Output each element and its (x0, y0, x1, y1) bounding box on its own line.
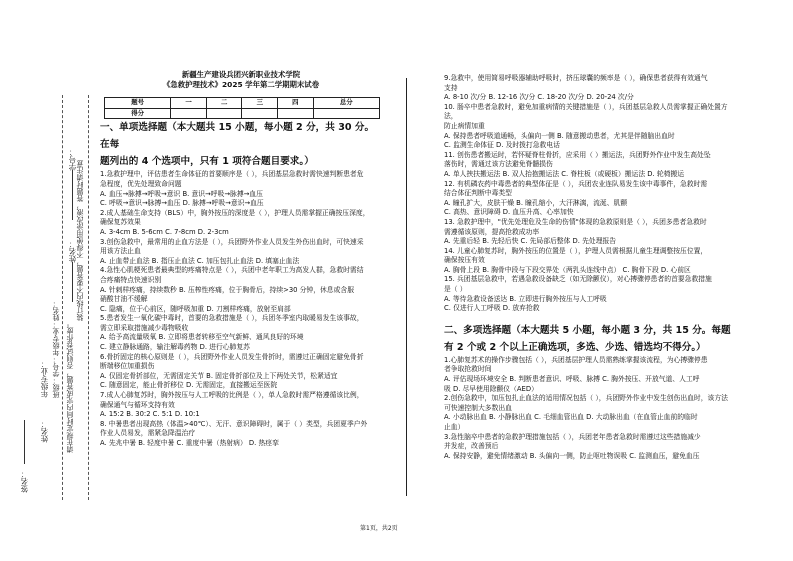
right-column (444, 74, 740, 461)
question-line: C. 建立静脉通路，输注解毒药物 D. 进行心肺复苏 (100, 343, 250, 352)
question-line: 3.创伤急救中，最常用的止血方法是（ ），兵团野外作业人员发生外伤出血时，可快速采 (100, 237, 364, 246)
question-line: C. 高热、意识障碍 D. 血压升高、心率加快 (444, 208, 574, 217)
class-info-line: 班级：学号：年级专业：姓名： (52, 300, 60, 398)
question-line: A. 仅固定骨折部位，无需固定关节 B. 固定骨折部位及上下两处关节，松紧适宜 (100, 371, 338, 380)
score-cell-2: 二 (206, 98, 242, 109)
question-line: 确保按压有效 (444, 256, 485, 265)
question-line: 15. 兵团基层急救中，若遇急救设备缺乏（如无除颤仪），对心搏骤停患者的首要急救措施 (444, 275, 712, 284)
question-line: 并发症，改善预后 (444, 442, 499, 451)
signature-line (24, 420, 25, 464)
question-line: 10. 肠卒中患者急救时，避免加重病情的关键措施是（ ），兵团基层急救人员需掌握正确处置方法， (444, 102, 728, 121)
question-line: 9.急救中，使用简易呼吸器辅助呼吸时，挤压球囊的频率是（ ），确保患者获得有效通气 (444, 74, 708, 82)
binding-dash-line-inner (88, 95, 89, 500)
score-blank[interactable] (313, 108, 379, 119)
name-line (72, 262, 73, 302)
binding-warning-2: 请在规定时间内完成答题，否则试卷作废。 (66, 320, 74, 453)
question-line: A. 瞳孔扩大，皮肤干燥 B. 瞳孔缩小，大汗淋漓，流涎、肌颤 (444, 198, 628, 207)
question-line: 结合体征判断中毒类型 (444, 189, 512, 198)
question-line: C. 呼吸→意识→脉搏→血压 D. 脉搏→呼吸→意识→血压 (100, 199, 264, 208)
student-id-label: 学号： (68, 148, 77, 171)
question-line: 急程度，优先处理致命问题 (100, 179, 182, 188)
question-line: 确保复苏效果 (100, 218, 141, 227)
question-line: 需立即采取措施减少毒物吸收 (100, 323, 189, 332)
score-cell-1: 一 (171, 98, 207, 109)
score-cell-total: 总分 (313, 98, 379, 109)
question-line: 1.心肺复苏术的操作步骤包括（ ），兵团基层护理人员需熟练掌握该流程，为心搏骤停患 (444, 355, 708, 364)
question-line: 作业人员易发，需紧急降温治疗 (100, 429, 196, 438)
question-line: C. 随意固定，能止骨折移位 D. 无需固定，直接搬运至医院 (100, 381, 278, 390)
question-line: A. 先兆中暑 B. 轻度中暑 C. 重度中暑（热射病） D. 热痉挛 (100, 439, 279, 447)
right-question-list-2 (444, 356, 740, 462)
question-line: 防止病情加重 (444, 121, 485, 130)
score-blank[interactable] (206, 108, 242, 119)
question-line: 7.成人心肺复苏时，胸外按压与人工呼吸的比例是（ ），单人急救时需严格遵循该比例， (100, 391, 364, 400)
question-line: 吸 D. 尽早使用除颤仪（AED） (444, 384, 538, 393)
section1-heading: 一、单项选择题（本大题共 15 小题，每小题 2 分，共 30 分。在每 (100, 122, 375, 151)
left-column (100, 70, 382, 449)
question-line: 是（ ） (444, 285, 467, 294)
question-line: 支持 (444, 83, 458, 92)
question-line: C. 监测生命体征 D. 及时拨打急救电话 (444, 141, 560, 150)
grade-major-label: 年级专业： (40, 360, 49, 398)
question-line: C. 隐痛，位于心前区，随呼吸加重 D. 刀割样疼痛，放射至肩部 (100, 304, 291, 313)
question-line: A. 3-4cm B. 5-6cm C. 7-8cm D. 2-3cm (100, 227, 229, 236)
question-line: A. 胸骨上段 B. 胸骨中段与下段交界处（两乳头连线中点） C. 胸骨下段 D. 心前区 (444, 265, 691, 274)
score-cell-label: 题号 (105, 98, 171, 109)
question-line: 止血） (444, 423, 465, 431)
question-line: A. 小动脉出血 B. 小静脉出血 C. 毛细血管出血 D. 大动脉出血（在血管止血前的临时 (444, 413, 698, 422)
question-line: 确保通气与循环支持有效 (100, 400, 175, 409)
question-line: A. 先重后轻 B. 先轻后快 C. 先局部后整体 D. 先处理报告 (444, 237, 617, 246)
name2-label: 姓名： (40, 420, 49, 443)
score-blank[interactable] (242, 108, 278, 119)
question-line: 8. 中暑患者出现高热（体温>40℃）、无汗、意识障碍时，属于（ ）类型，兵团夏季户外 (100, 419, 368, 428)
name-label: 姓名： (68, 240, 77, 263)
score-table (104, 97, 380, 119)
question-line: 2.创伤急救中，加压包扎止血法的适用情况包括（ ），兵团野外作业中发生创伤出血时，该方法 (444, 394, 728, 403)
question-line: A. 血压→脉搏→呼吸→意识 B. 意识→呼吸→脉搏→血压 (100, 189, 263, 198)
question-line: C. 仅进行人工呼吸 D. 放弃抢救 (444, 304, 540, 313)
question-line: A. 8-10 次/分 B. 12-16 次/分 C. 18-20 次/分 D. 20-24 次/分 (444, 93, 634, 102)
question-line: A. 针刺样疼痛，持续数秒 B. 压榨性疼痛，位于胸骨后，持续>30 分钟，休息或含服 (100, 285, 354, 294)
score-blank[interactable] (171, 108, 207, 119)
section1-heading-cont: 题列出的 4 个选项中，只有 1 项符合题目要求。） (100, 156, 314, 168)
section2-heading: 二、多项选择题（本大题共 5 小题，每小题 3 分，共 15 分。每题 (444, 324, 731, 336)
score-blank[interactable] (278, 108, 314, 119)
score-table-row-header (105, 98, 380, 109)
column-divider (406, 78, 407, 496)
question-line: A. 15:2 B. 30:2 C. 5:1 D. 10:1 (100, 410, 200, 419)
left-question-list (100, 170, 382, 448)
question-line: 11. 创伤患者搬运时，若怀疑脊柱骨折，应采用（ ）搬运法，兵团野外作业中发生高处坠 (444, 150, 711, 159)
signature-label: 签名： (20, 470, 29, 493)
question-line: 可快速控制大多数出血 (444, 403, 512, 412)
section2-heading-cont: 有 2 个或 2 个以上正确选项，多选、少选、错选均不得分。） (444, 341, 706, 353)
question-line: 5.患者发生一氧化碳中毒时，首要的急救措施是（ ），兵团冬季室内取暖易发生该事故， (100, 314, 364, 323)
score-table-row-values (105, 108, 380, 119)
question-line: 6.骨折固定的核心原则是（ ），兵团野外作业人员发生骨折时，需遵过正确固定避免骨折 (100, 352, 364, 361)
right-question-list (444, 74, 740, 314)
question-line: 断端移位加重损伤 (100, 362, 155, 371)
score-cell-defen: 得分 (105, 108, 171, 119)
binding-warning-1: 装订线内不要答题，不得使用涂改液，答题时请注意 (76, 160, 84, 321)
question-line: 合疼痛特点快速识别 (100, 275, 162, 284)
question-line: 需遵循该原则，提高抢救成功率 (444, 227, 540, 236)
question-line: A. 保持患者呼吸道通畅，头偏向一侧 B. 随意搬动患者，尤其是伴随脑出血时 (444, 131, 675, 140)
question-line: 用该方法止血 (100, 247, 141, 256)
student-id-line (72, 170, 73, 220)
question-line: 13. 急救护理中，"优先处理危及生命的伤情"体现的急救原则是（ ），兵团多患者急救时 (444, 217, 707, 226)
score-cell-3: 三 (242, 98, 278, 109)
page-footer: 第1页，共2页 (360, 525, 398, 532)
question-line: A. 止血带止血法 B. 指压止血法 C. 加压包扎止血法 D. 填塞止血法 (100, 256, 300, 265)
question-line: 者争取抢救时间 (444, 365, 492, 374)
score-cell-4: 四 (278, 98, 314, 109)
question-line: A. 等待急救设备送达 B. 立即进行胸外按压与人工呼吸 (444, 294, 607, 303)
exam-title: 《急救护理技术》2025 学年第二学期期末试卷 (162, 79, 320, 89)
question-line: 落伤时，需通过该方法避免脊髓损伤 (444, 160, 553, 169)
question-line: A. 单人挟扶搬运法 B. 双人抬抱搬运法 C. 脊柱板（或硬板）搬运法 D. 轮椅搬运 (444, 169, 685, 178)
question-line: 3.急性脑卒中患者的急救护理措施包括（ ），兵团老年患者急救时需遵过这些措施减少 (444, 432, 701, 441)
question-line: 2.成人基础生命支持（BLS）中，胸外按压的深度是（ ），护理人员需掌握正确按压深度， (100, 208, 370, 217)
question-line: 14. 儿童心肺复苏时，胸外按压的位置是（ ），护理人员需根据儿童生理调整按压位置， (444, 246, 708, 255)
question-line: A. 给予高流量吸氧 B. 立即将患者转移至空气新鲜、通风良好的环境 (100, 333, 304, 342)
question-line: A. 评估现场环境安全 B. 判断患者意识、呼吸、脉搏 C. 胸外按压、开放气道、人工呼 (444, 375, 700, 384)
question-line: 硝酸甘油不缓解 (100, 295, 148, 304)
question-line: A. 保持安静，避免情绪激动 B. 头偏向一侧，防止呕吐物误吸 C. 监测血压，避免血压 (444, 451, 700, 460)
binding-dash-line-outer (62, 95, 63, 500)
school-name: 新疆生产建设兵团兴新职业技术学院 (181, 70, 301, 79)
question-line: 12. 有机磷农药中毒患者的典型体征是（ ），兵团农业连队易发生该中毒事件，急救时需 (444, 179, 708, 188)
question-line: 1.急救护理中，评估患者生命体征的首要顺序是（ ），兵团基层急救时需快速判断患者危 (100, 170, 364, 179)
question-line: 4.急性心肌梗死患者最典型的疼痛特点是（ ），兵团中老年职工为高发人群，急救时需结 (100, 266, 364, 275)
